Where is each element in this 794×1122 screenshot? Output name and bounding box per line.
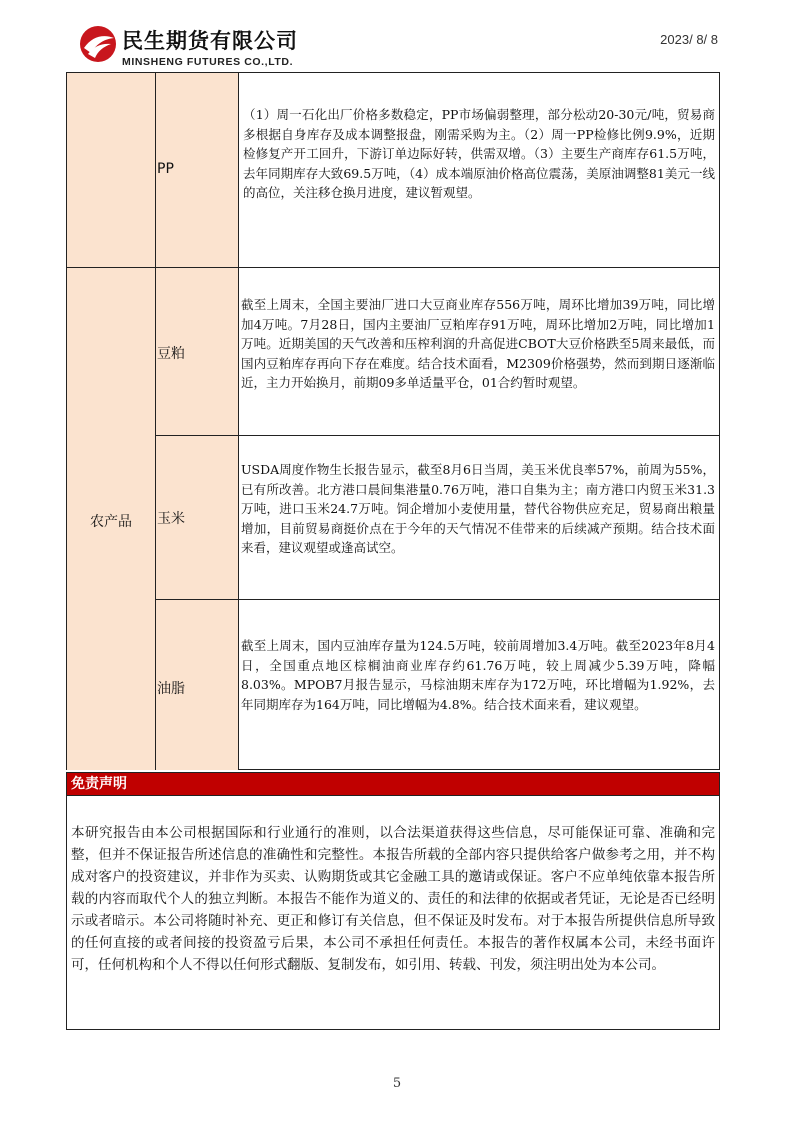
name-column bbox=[156, 73, 238, 770]
row-name-soymeal: 豆粕 bbox=[157, 346, 185, 362]
row-name-corn: 玉米 bbox=[157, 511, 185, 527]
row-content-pp: （1）周一石化出厂价格多数稳定，PP市场偏弱整理，部分松动20-30元/吨，贸易商多根据自身库存及成本调整报盘，刚需采购为主。（2）周一PP检修比例9.9%，近期检修复产开工回升，下游订单边际好转，供需双增。（3）主要生产商库存61.5万吨，去年同期库存大致69.5万吨，（4）成本端原油价格高位震荡，美原油调整81美元一线的高位，关注移仓换月进度，建议暂观望。 bbox=[243, 107, 715, 200]
disclaimer-text: 本研究报告由本公司根据国际和行业通行的准则，以合法渠道获得这些信息，尽可能保证可靠、准确和完整，但并不保证报告所述信息的准确性和完整性。本报告所载的全部内容只提供给客户做参考之用，并不构成对客户的投资建议，并非作为买卖、认购期货或其它金融工具的邀请或保证。客户不应单纯依靠本报告所载的内容而取代个人的独立判断。本报告不能作为道义的、责任的和法律的依据或者凭证，无论是否已经明示或者暗示。本公司将随时补充、更正和修订有关信息，但不保证及时发布。对于本报告所提供信息所导致的任何直接的或者间接的投资盈亏后果，本公司不承担任何责任。本报告的著作权属本公司，未经书面许可，任何机构和个人不得以任何形式翻版、复制发布，如引用、转载、刊发，须注明出处为本公司。 bbox=[71, 825, 715, 973]
disclaimer-header bbox=[66, 772, 720, 796]
page-number: 5 bbox=[392, 1076, 402, 1091]
category-label: 农产品 bbox=[90, 514, 132, 530]
row-name-pp: PP bbox=[157, 161, 174, 177]
row-content-soymeal: 截至上周末，全国主要油厂进口大豆商业库存556万吨，周环比增加39万吨，同比增加4万吨。7月28日，国内主要油厂豆粕库存91万吨，周环比增加2万吨，同比增加1万吨。近期美国的天气改善和压榨利润的升高促进CBOT大豆价格跌至5周来最低，而国内豆粕库存再向下存在难度。结合技术面看，M2309价格强势，然而到期日逐渐临近，主力开始换月，前期09多单适量平仓，01合约暂时观望。 bbox=[241, 297, 715, 390]
page-header bbox=[0, 0, 794, 72]
disclaimer-box bbox=[66, 796, 720, 1030]
category-cell-top bbox=[67, 73, 155, 267]
commodity-table bbox=[66, 72, 720, 770]
report-date: 2023/ 8/ 8 bbox=[660, 32, 718, 47]
disclaimer-title: 免责声明 bbox=[71, 776, 127, 792]
row-content-oils: 截至上周末，国内豆油库存量为124.5万吨，较前周增加3.4万吨。截至2023年8月4日，全国重点地区棕榈油商业库存约61.76万吨，较上周减少5.39万吨，降幅8.03%。MPOB7月报告显示，马棕油期末库存为172万吨，环比增幅为1.92%，去年同期库存为164万吨，同比增幅为4.8%。结合技术面来看，建议观望。 bbox=[241, 638, 715, 712]
row-content-corn: USDA周度作物生长报告显示，截至8月6日当周，美玉米优良率57%，前周为55%，已有所改善。北方港口晨间集港量0.76万吨，港口自集为主；南方港口内贸玉米31.3万吨，进口玉米24.7万吨。饲企增加小麦使用量，替代谷物供应充足，贸易商出粮量增加，目前贸易商挺价点在于今年的天气情况不佳带来的后续减产预期。结合技术面来看，建议观望或逢高试空。 bbox=[241, 462, 715, 555]
company-logo-icon bbox=[78, 24, 118, 64]
brand-name-en: MINSHENG FUTURES CO.,LTD. bbox=[122, 56, 294, 68]
row-name-oils: 油脂 bbox=[157, 681, 185, 697]
brand-name-cn: 民生期货有限公司 bbox=[122, 29, 298, 53]
